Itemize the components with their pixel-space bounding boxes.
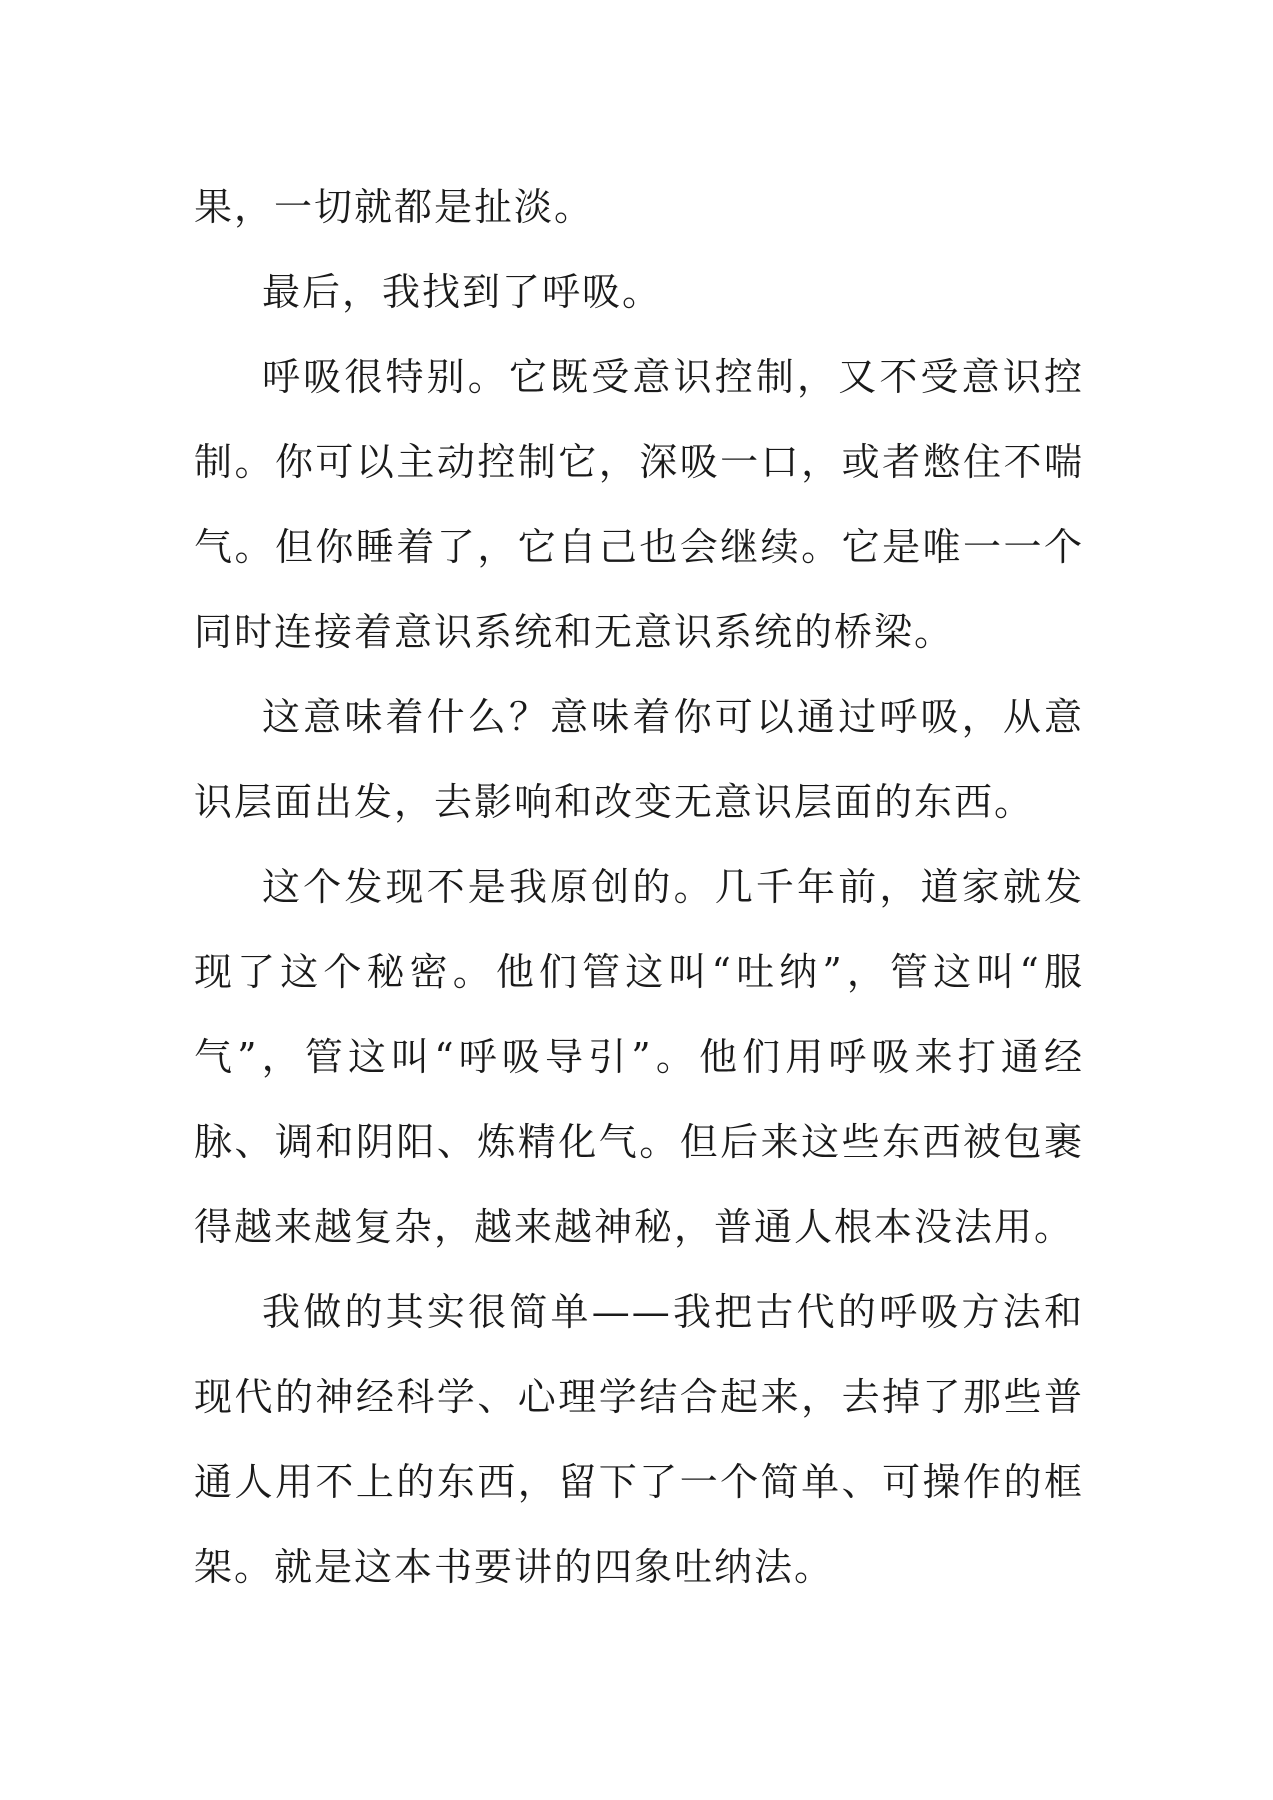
paragraph: 这个发现不是我原创的。几千年前，道家就发现了这个秘密。他们管这叫“吐纳”，管这叫“服气”，管这叫“呼吸导引”。他们用呼吸来打通经脉、调和阴阳、炼精化气。但后来这些东西被包裹得越来越复杂，越来越神秘，普通人根本没法用。 <box>194 865 1084 1249</box>
body-text <box>194 165 1084 1610</box>
paragraph: 这意味着什么？意味着你可以通过呼吸，从意识层面出发，去影响和改变无意识层面的东西。 <box>194 695 1084 824</box>
paragraph: 最后，我找到了呼吸。 <box>262 270 663 314</box>
paragraph: 我做的其实很简单——我把古代的呼吸方法和现代的神经科学、心理学结合起来，去掉了那些普通人用不上的东西，留下了一个简单、可操作的框架。就是这本书要讲的四象吐纳法。 <box>194 1290 1084 1589</box>
paragraph: 呼吸很特别。它既受意识控制，又不受意识控制。你可以主动控制它，深吸一口，或者憋住不喘气。但你睡着了，它自己也会继续。它是唯一一个同时连接着意识系统和无意识系统的桥梁。 <box>194 355 1084 654</box>
paragraph-continuation: 果，一切就都是扯淡。 <box>194 185 595 229</box>
